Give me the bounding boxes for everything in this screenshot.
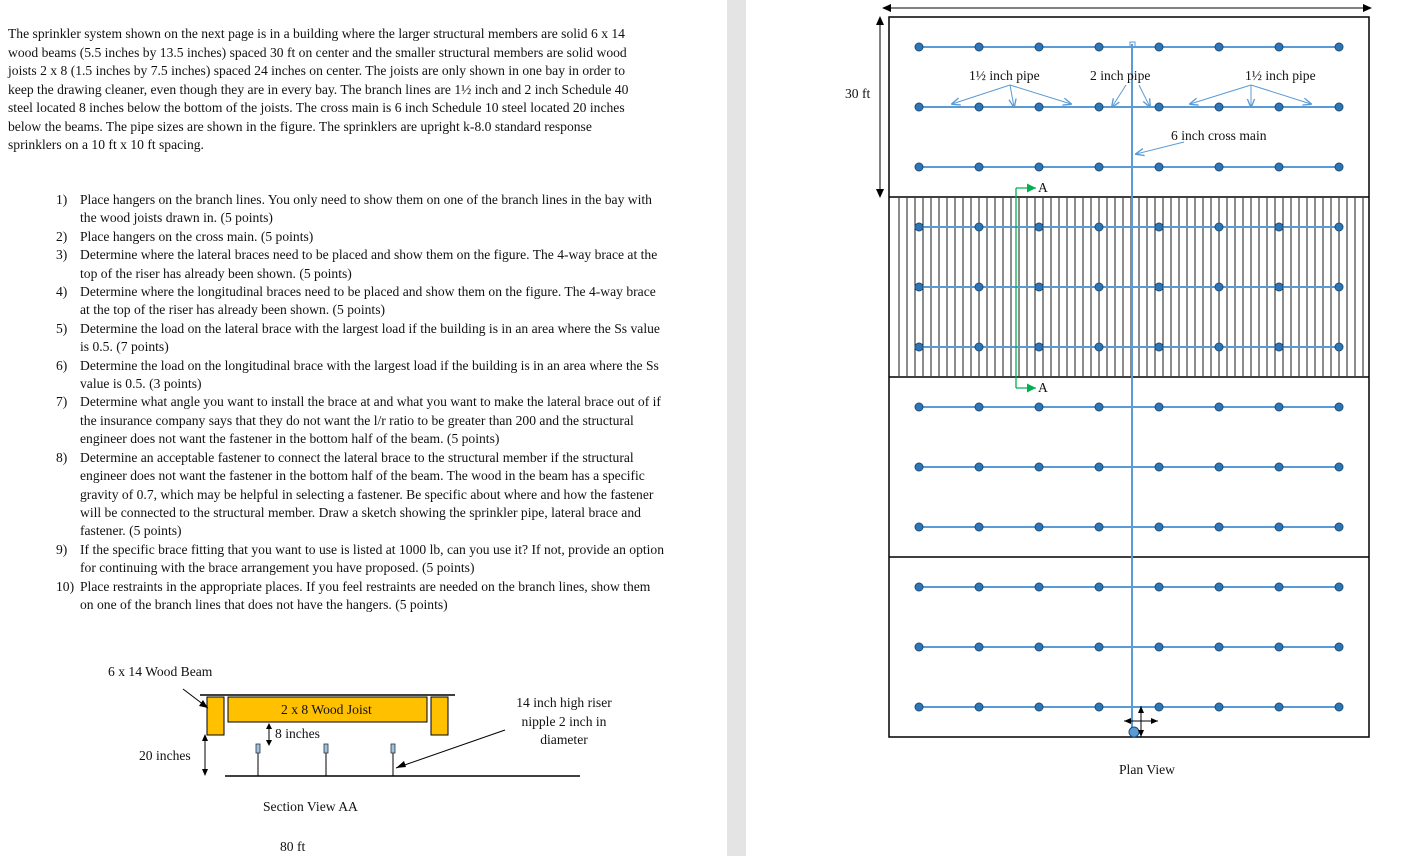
sprinkler-head bbox=[1335, 463, 1343, 471]
sprinkler-head bbox=[1095, 163, 1103, 171]
sprinkler-head bbox=[1155, 403, 1163, 411]
sprinkler-head bbox=[915, 343, 923, 351]
sprinkler-head bbox=[1335, 583, 1343, 591]
riser-symbol bbox=[1129, 727, 1139, 737]
sprinkler-head bbox=[1095, 343, 1103, 351]
width-dimension: 80 ft bbox=[280, 839, 306, 854]
sprinkler-head bbox=[1275, 223, 1283, 231]
question-number: 4) bbox=[56, 284, 68, 300]
sprinkler-riser-1 bbox=[256, 744, 260, 776]
sprinkler-head bbox=[1215, 283, 1223, 291]
branch-line bbox=[915, 523, 1343, 531]
question-text: Determine where the lateral braces need to be placed and show them on the figure. The 4-way brace at the top of the riser has already been shown. (5 points) bbox=[80, 247, 658, 281]
sprinkler-head bbox=[915, 643, 923, 651]
sprinkler-head bbox=[915, 163, 923, 171]
sprinkler-head bbox=[1095, 463, 1103, 471]
sprinkler-head bbox=[915, 403, 923, 411]
sprinkler-head bbox=[1095, 583, 1103, 591]
sprinkler-head bbox=[1275, 643, 1283, 651]
plan-view-drawing bbox=[746, 0, 1424, 856]
sprinkler-head bbox=[915, 43, 923, 51]
riser-leader bbox=[396, 730, 505, 768]
sprinkler-head bbox=[1335, 343, 1343, 351]
branch-line bbox=[915, 343, 1343, 351]
sprinkler-head bbox=[915, 703, 923, 711]
sprinkler-head bbox=[1275, 103, 1283, 111]
question-text: Place restraints in the appropriate places. If you feel restraints are needed on the branch lines, show them on one of the branch lines that does not have the hangers. (5 points) bbox=[80, 578, 651, 612]
page-gutter bbox=[727, 0, 746, 856]
sprinkler-head bbox=[1275, 43, 1283, 51]
sprinkler-head bbox=[1335, 103, 1343, 111]
question-number: 6) bbox=[56, 357, 68, 373]
question-text: If the specific brace fitting that you want to use is listed at 1000 lb, can you use it? If not, provide an option for continuing with the brace arrangement you have proposed. (5 points) bbox=[80, 541, 665, 576]
sprinkler-head bbox=[1155, 463, 1163, 471]
sprinkler-head bbox=[1095, 523, 1103, 531]
sprinkler-head bbox=[975, 283, 983, 291]
sprinkler-head bbox=[1155, 43, 1163, 51]
beam-end-left bbox=[207, 697, 224, 735]
pipe-label-left: 1½ inch pipe bbox=[969, 68, 1040, 83]
sprinkler-head bbox=[1275, 403, 1283, 411]
sprinkler-head bbox=[1275, 343, 1283, 351]
sprinkler-head bbox=[1215, 523, 1223, 531]
sprinkler-head bbox=[1275, 583, 1283, 591]
sprinkler-head bbox=[975, 163, 983, 171]
sprinkler-head bbox=[1035, 103, 1043, 111]
sprinkler-head bbox=[1335, 643, 1343, 651]
sprinkler-head bbox=[1095, 103, 1103, 111]
branch-line bbox=[915, 463, 1343, 471]
question-number: 5) bbox=[56, 320, 68, 336]
sprinkler-head bbox=[1035, 163, 1043, 171]
sprinkler-head bbox=[1155, 223, 1163, 231]
sprinkler-head bbox=[1275, 703, 1283, 711]
branch-line bbox=[915, 223, 1343, 231]
sprinkler-head bbox=[1215, 403, 1223, 411]
question-number: 10) bbox=[56, 578, 75, 594]
sprinkler-head bbox=[1335, 163, 1343, 171]
sprinkler-head bbox=[1215, 583, 1223, 591]
sprinkler-head bbox=[975, 103, 983, 111]
question-number: 3) bbox=[56, 247, 68, 263]
sprinkler-head bbox=[1215, 703, 1223, 711]
main-drop-label: 20 inches bbox=[139, 748, 191, 763]
question-text: Place hangers on the branch lines. You only need to show them on one of the branch lines in the bay with the wood joists drawn in. (5 points) bbox=[80, 192, 652, 226]
sprinkler-head bbox=[1215, 463, 1223, 471]
branch-line bbox=[915, 583, 1343, 591]
section-marker-bottom: A bbox=[1038, 380, 1048, 395]
sprinkler-head bbox=[1035, 583, 1043, 591]
question-number: 2) bbox=[56, 228, 68, 244]
sprinkler-head bbox=[1215, 643, 1223, 651]
sprinkler-head bbox=[1275, 523, 1283, 531]
branch-line bbox=[915, 643, 1343, 651]
sprinkler-head bbox=[1095, 43, 1103, 51]
sprinkler-head bbox=[1035, 223, 1043, 231]
section-title: Section View AA bbox=[263, 799, 358, 814]
height-dimension: 30 ft bbox=[845, 86, 871, 101]
plan-title: Plan View bbox=[1119, 762, 1175, 777]
sprinkler-head bbox=[975, 583, 983, 591]
riser-label: 14 inch high riser nipple 2 inch in diameter bbox=[516, 695, 612, 747]
sprinkler-head bbox=[1035, 43, 1043, 51]
sprinkler-head bbox=[1035, 703, 1043, 711]
sprinkler-head bbox=[1335, 223, 1343, 231]
branch-line bbox=[915, 163, 1343, 171]
right-page bbox=[746, 0, 1424, 856]
sprinkler-head bbox=[975, 43, 983, 51]
sprinkler-head bbox=[915, 523, 923, 531]
sprinkler-head bbox=[1155, 643, 1163, 651]
sprinkler-head bbox=[1035, 343, 1043, 351]
sprinkler-head bbox=[1335, 43, 1343, 51]
branch-line bbox=[915, 703, 1343, 711]
sprinkler-head bbox=[1215, 43, 1223, 51]
sprinkler-head bbox=[1335, 703, 1343, 711]
pipe-label-center: 2 inch pipe bbox=[1090, 68, 1151, 83]
sprinkler-head bbox=[1155, 583, 1163, 591]
question-text: Determine where the longitudinal braces need to be placed and show them on the figure. The 4-way brace at the top of the riser has already been shown. (5 points) bbox=[80, 284, 656, 318]
sprinkler-head bbox=[915, 583, 923, 591]
sprinkler-head bbox=[1035, 523, 1043, 531]
sprinkler-head bbox=[1155, 163, 1163, 171]
sprinkler-head bbox=[1155, 523, 1163, 531]
sprinkler-head bbox=[975, 403, 983, 411]
question-number: 8) bbox=[56, 449, 68, 465]
section-marker-top: A bbox=[1038, 180, 1048, 195]
sprinkler-head bbox=[975, 223, 983, 231]
sprinkler-head bbox=[975, 703, 983, 711]
sprinkler-head bbox=[1155, 703, 1163, 711]
problem-intro: The sprinkler system shown on the next page is in a building where the larger structural members are solid 6 x 14 wood beams (5.5 inches by 13.5 inches) spaced 30 ft on center and the smaller structural members are solid wood joists 2 x 8 (1.5 inches by 7.5 inches) spaced 24 inches on center. The joists are only shown in one bay in order to keep the drawing cleaner, even though they are in every bay. The branch lines are 1½ inch and 2 inch Schedule 40 steel located 8 inches below the bottom of the joists. The cross main is 6 inch Schedule 10 steel located 20 inches below the beams. The pipe sizes are shown in the figure. The sprinklers are upright k-8.0 standard response sprinklers on a 10 ft x 10 ft spacing. bbox=[8, 26, 629, 152]
branch-line bbox=[915, 403, 1343, 411]
sprinkler-head bbox=[975, 343, 983, 351]
sprinkler-head bbox=[1215, 343, 1223, 351]
sprinkler-head bbox=[1035, 643, 1043, 651]
sprinkler-head bbox=[1035, 403, 1043, 411]
question-number: 1) bbox=[56, 192, 68, 207]
sprinkler-head bbox=[1095, 643, 1103, 651]
sprinkler-head bbox=[1215, 163, 1223, 171]
question-number: 7) bbox=[56, 394, 68, 410]
question-text: Place hangers on the cross main. (5 points) bbox=[80, 228, 314, 244]
sprinkler-head bbox=[975, 463, 983, 471]
joist-drop-label: 8 inches bbox=[275, 726, 320, 741]
pipe-label-right: 1½ inch pipe bbox=[1245, 68, 1316, 83]
sprinkler-head bbox=[915, 103, 923, 111]
sprinkler-head bbox=[915, 223, 923, 231]
sprinkler-head bbox=[1215, 103, 1223, 111]
sprinkler-head bbox=[1275, 463, 1283, 471]
sprinkler-head bbox=[1155, 283, 1163, 291]
sprinkler-head bbox=[915, 283, 923, 291]
sprinkler-riser-3 bbox=[391, 744, 395, 776]
branch-line bbox=[915, 283, 1343, 291]
sprinkler-head bbox=[1275, 283, 1283, 291]
sprinkler-head bbox=[1215, 223, 1223, 231]
sprinkler-riser-2 bbox=[324, 744, 328, 776]
joist-label: 2 x 8 Wood Joist bbox=[281, 702, 372, 717]
sprinkler-head bbox=[1035, 283, 1043, 291]
sprinkler-head bbox=[1095, 403, 1103, 411]
question-text: Determine the load on the longitudinal brace with the largest load if the building is in an area where the Ss value is 0.5. (3 points) bbox=[80, 357, 659, 392]
sprinkler-head bbox=[1095, 223, 1103, 231]
sprinkler-head bbox=[1155, 343, 1163, 351]
sprinkler-head bbox=[1095, 703, 1103, 711]
sprinkler-head bbox=[975, 643, 983, 651]
sprinkler-head bbox=[1335, 523, 1343, 531]
sprinkler-head bbox=[1155, 103, 1163, 111]
branch-line bbox=[915, 43, 1343, 51]
branch-line bbox=[915, 103, 1343, 111]
question-text: Determine the load on the lateral brace with the largest load if the building is in an area where the Ss value is 0.5. (7 points) bbox=[80, 320, 660, 355]
question-text: Determine what angle you want to install the brace at and what you want to make the lateral brace out of if the insurance company says that they do not want the l/r ratio to be greater than 200 and the structural engineer does not want the fastener in the bottom half of the beam. (5 points) bbox=[80, 394, 661, 447]
beam-end-right bbox=[431, 697, 448, 735]
sprinkler-head bbox=[1335, 403, 1343, 411]
cross-main-label: 6 inch cross main bbox=[1171, 128, 1267, 143]
sprinkler-head bbox=[1035, 463, 1043, 471]
beam-label: 6 x 14 Wood Beam bbox=[108, 664, 213, 679]
sprinkler-head bbox=[1275, 163, 1283, 171]
sprinkler-head bbox=[1335, 283, 1343, 291]
sprinkler-head bbox=[975, 523, 983, 531]
question-text: Determine an acceptable fastener to connect the lateral brace to the structural member if the structural engineer does not want the fastener in the bottom half of the beam. The wood in the beam has a specific gravity of 0.7, which may be helpful in selecting a fastener. Be specific about where and how the fastener will be connected to the structural member. Draw a sketch showing the sprinkler pipe, lateral brace and fastener. (5 points) bbox=[80, 449, 654, 539]
sprinkler-head bbox=[915, 463, 923, 471]
sprinkler-head bbox=[1095, 283, 1103, 291]
question-number: 9) bbox=[56, 541, 68, 557]
